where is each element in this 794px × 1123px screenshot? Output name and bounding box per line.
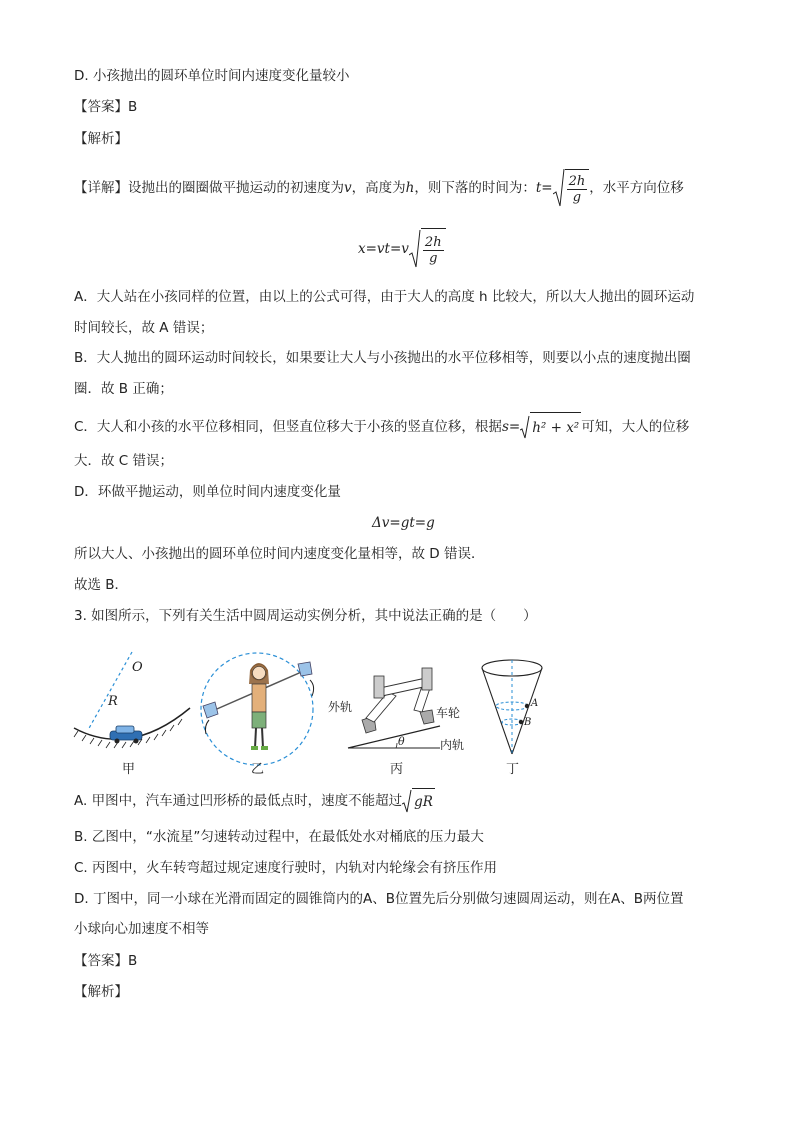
detail-mid: ，高度为	[351, 180, 406, 196]
s-eq: s=	[501, 419, 521, 435]
q2-choose: 故选 B．	[74, 577, 129, 593]
q2-analysis-label: 【解析】	[74, 131, 128, 147]
var-v: v	[344, 180, 352, 196]
q2-answer: 【答案】B	[74, 99, 138, 115]
q2-b-line2: 圈．故 B 正确；	[74, 381, 173, 397]
detail-prefix: 【详解】设抛出的圈圈做平抛运动的初速度为	[74, 180, 344, 196]
label-O: O	[132, 660, 143, 675]
detail-tail: ，水平方向位移	[589, 180, 684, 196]
frac-num: 2h	[568, 173, 586, 189]
c-line1-pre: C．大人和小孩的水平位移相同，但竖直位移大于小孩的竖直位移，根据	[74, 419, 502, 435]
q3-figure	[70, 640, 550, 780]
sqrt-h2-x2	[520, 412, 581, 442]
q2-b-line1: B．大人抛出的圆环运动时间较长，如果要让大人与小孩抛出的水平位移相等，则要以小点的速度抛出圈	[74, 350, 691, 366]
q2-a-line2: 时间较长，故 A 错误；	[74, 320, 214, 336]
q3-option-a	[74, 788, 435, 814]
q3-option-d-line2: 小球向心加速度不相等	[74, 921, 209, 937]
dv-equation	[372, 513, 435, 533]
frac-den: g	[572, 189, 582, 205]
sqrt-2h-over-g-2	[409, 228, 446, 270]
label-outer-rail: 外轨	[328, 700, 353, 714]
c-line1-post: 可知，大人的位移	[581, 419, 690, 435]
label-theta: θ	[398, 735, 405, 748]
figure-bing	[348, 668, 440, 748]
q2-c-line2: 大．故 C 错误；	[74, 453, 174, 469]
label-wheel: 车轮	[436, 706, 461, 720]
q3-option-c: C. 丙图中，火车转弯超过规定速度行驶时，内轨对内轮缘会有挤压作用	[74, 860, 498, 876]
label-jia: 甲	[122, 762, 136, 777]
var-h: h	[405, 180, 415, 196]
x-eq: x=vt=v	[358, 241, 409, 257]
label-yi: 乙	[251, 762, 265, 777]
sqrt-2h-over-g	[553, 168, 590, 208]
frac-num-2: 2h	[424, 234, 442, 250]
q2-detail-line	[74, 168, 684, 208]
dv-eq: Δv=gt=g	[372, 515, 435, 531]
x-equation	[358, 228, 446, 270]
option-a-radicand: gR	[412, 788, 435, 814]
label-inner-rail: 内轨	[440, 738, 465, 752]
label-B: B	[524, 717, 532, 728]
q3-analysis-label: 【解析】	[74, 984, 128, 1000]
sqrt-gR	[402, 788, 435, 814]
detail-mid2: ，则下落的时间为：	[414, 180, 536, 196]
q2-option-d: D. 小孩抛出的圆环单位时间内速度变化量较小	[74, 68, 350, 84]
option-a-text: A. 甲图中，汽车通过凹形桥的最低点时，速度不能超过	[74, 793, 403, 809]
t-eq: t=	[535, 180, 553, 196]
label-bing: 丙	[390, 762, 404, 777]
q2-conclusion: 所以大人、小孩抛出的圆环单位时间内速度变化量相等，故 D 错误．	[74, 546, 485, 562]
q3-stem: 3. 如图所示，下列有关生活中圆周运动实例分析，其中说法正确的是（ ）	[74, 608, 537, 624]
s-radicand: h² + x²	[530, 412, 581, 442]
q3-option-d-line1: D. 丁图中，同一小球在光滑而固定的圆锥筒内的A、B位置先后分别做匀速圆周运动，则在A、B两位置	[74, 891, 684, 907]
q2-a-line1: A．大人站在小孩同样的位置，由以上的公式可得，由于大人的高度 h 比较大，所以大人抛出的圆环运动	[74, 289, 695, 305]
figure-yi	[201, 653, 314, 765]
label-A: A	[531, 698, 539, 709]
q3-answer: 【答案】B	[74, 953, 138, 969]
q2-c-line1	[74, 412, 689, 442]
label-ding: 丁	[506, 762, 520, 777]
q3-option-b: B. 乙图中，“水流星”匀速转动过程中，在最低处水对桶底的压力最大	[74, 829, 484, 845]
q2-d-line1: D．环做平抛运动，则单位时间内速度变化量	[74, 484, 341, 500]
label-R: R	[108, 694, 118, 709]
frac-den-2: g	[429, 250, 438, 266]
